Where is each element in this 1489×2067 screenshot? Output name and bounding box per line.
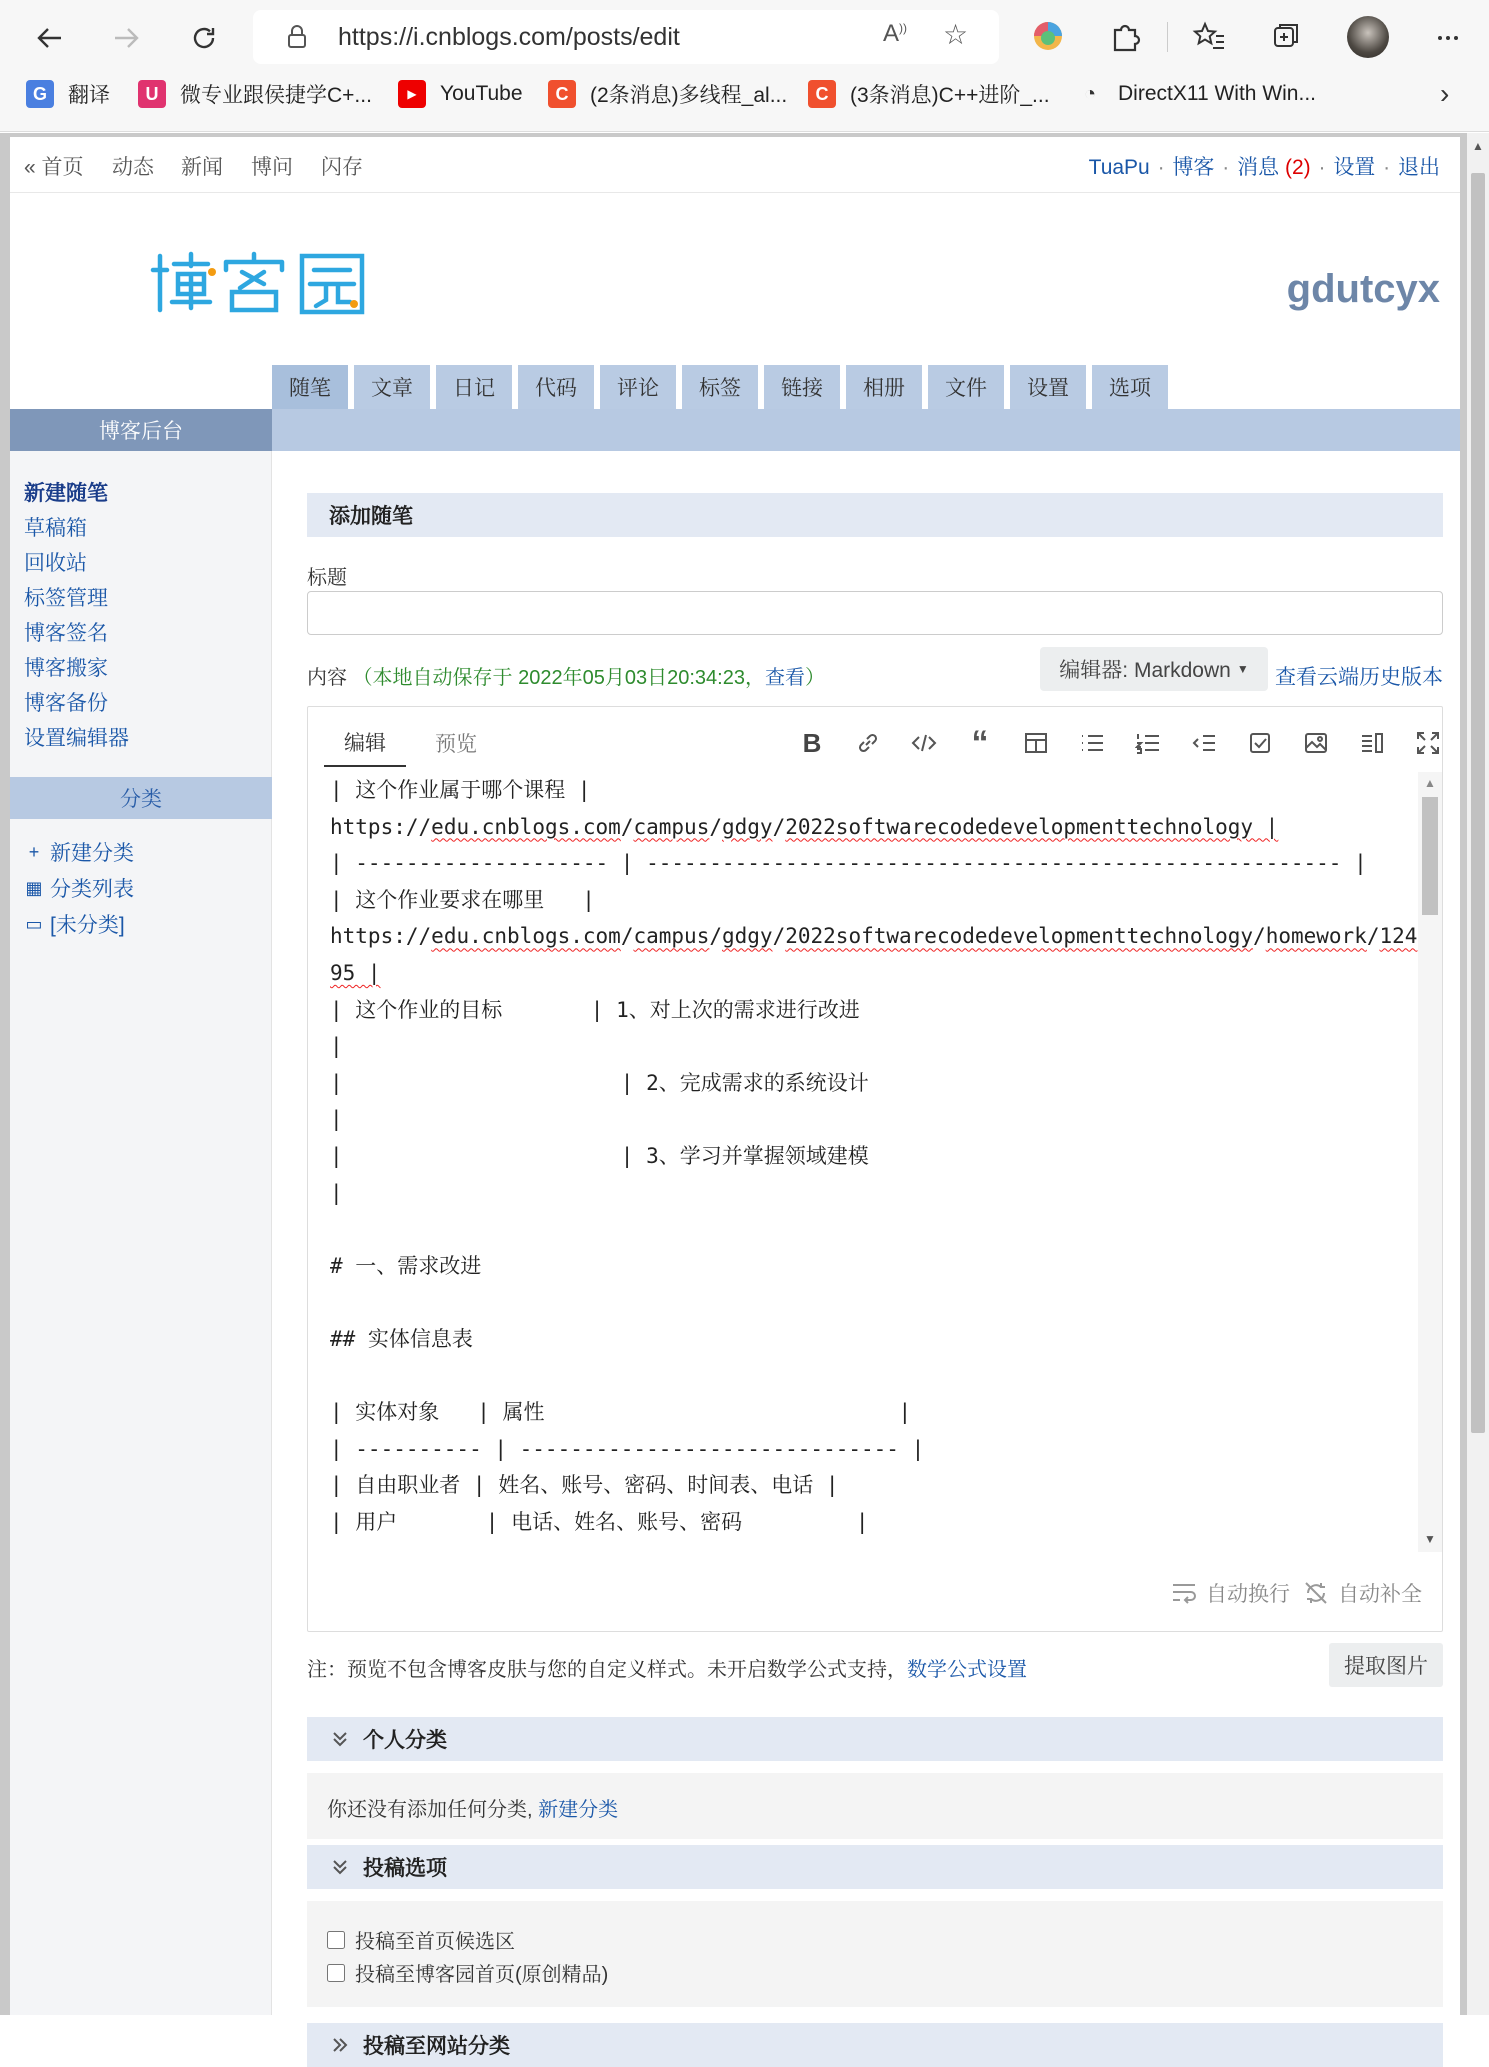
admin-tabs	[272, 365, 1168, 409]
personal-category-panel	[307, 1773, 1443, 1839]
sidebar-item-label: 新建分类	[50, 842, 134, 865]
list-icon: ▦	[25, 877, 43, 898]
sidebar-item-drafts[interactable]: 草稿箱	[24, 517, 87, 540]
auto-complete-toggle[interactable]	[1302, 1578, 1422, 1608]
blog-name[interactable]: gdutcyx	[1286, 267, 1440, 311]
content-label	[307, 661, 825, 690]
personal-category-header[interactable]	[307, 1717, 1443, 1761]
bookmark-label: (3条消息)C++进阶_...	[850, 84, 1050, 107]
editor-scroll-thumb[interactable]	[1422, 797, 1438, 915]
content-label-text: 内容	[307, 667, 347, 689]
section-title: 添加随笔	[307, 493, 1443, 537]
autosave-view-link[interactable]: 查看	[764, 667, 805, 689]
editor-line[interactable]: | 这个作业属于哪个课程 |	[330, 778, 604, 802]
editor-line[interactable]: | 这个作业要求在哪里 |	[330, 887, 608, 912]
plus-icon: +	[28, 841, 40, 862]
sidebar-item-label: 分类列表	[50, 878, 134, 901]
settings-link[interactable]: 设置	[1333, 156, 1376, 179]
tab-code[interactable]: 代码	[518, 365, 594, 409]
option-candidate-label: 投稿至首页候选区	[355, 1931, 515, 1953]
more-menu-icon[interactable]	[1424, 14, 1472, 62]
quote-icon[interactable]: “	[971, 723, 989, 762]
title-input[interactable]	[307, 591, 1443, 635]
submit-options-title: 投稿选项	[363, 1857, 447, 1880]
option-candidate[interactable]	[327, 1925, 515, 1954]
editor-footer	[308, 1552, 1442, 1632]
scroll-down-arrow-icon[interactable]: ▼	[1424, 1532, 1436, 1546]
nav-flash[interactable]: 闪存	[321, 156, 363, 179]
editor-line[interactable]	[330, 1358, 1420, 1395]
new-category-link[interactable]: 新建分类	[538, 1799, 619, 1821]
extension-colorful-icon[interactable]	[1028, 16, 1068, 56]
toolbar-divider	[1167, 22, 1168, 52]
forward-arrow-icon[interactable]	[102, 14, 150, 62]
bookmark-youtube[interactable]	[398, 80, 523, 108]
math-settings-link[interactable]: 数学公式设置	[907, 1659, 1027, 1681]
sidebar-item-tag-management[interactable]: 标签管理	[24, 587, 108, 610]
title-label: 标题	[307, 567, 347, 589]
extract-images-button[interactable]: 提取图片	[1329, 1643, 1443, 1687]
bookmark-label: 翻译	[68, 84, 110, 107]
link-icon[interactable]	[850, 725, 886, 761]
personal-category-title: 个人分类	[363, 1729, 447, 1752]
chevron-down-icon	[329, 1728, 351, 1750]
sidebar	[10, 409, 272, 2015]
editor-body[interactable]	[308, 772, 1442, 1552]
preview-note	[307, 1653, 1027, 1682]
editor-line[interactable]: | | 2、完成需求的系统设计	[330, 1070, 869, 1095]
tab-comments[interactable]: 评论	[600, 365, 676, 409]
checkbox-icon[interactable]	[1242, 725, 1278, 761]
separator: ·	[1318, 156, 1326, 179]
tab-files[interactable]: 文件	[928, 365, 1004, 409]
editor-select[interactable]	[1040, 647, 1268, 691]
add-favorite-icon[interactable]: ☆	[943, 19, 969, 50]
sidebar-item-new-post[interactable]: 新建随笔	[24, 482, 108, 505]
editor-line[interactable]: # 一、需求改进	[330, 1253, 482, 1278]
bullet-list-icon[interactable]	[1074, 725, 1110, 761]
logout-link[interactable]: 退出	[1398, 156, 1440, 179]
logo-graphic	[150, 244, 380, 316]
bookmark-label: (2条消息)多线程_al...	[590, 84, 788, 107]
editor-scrollbar[interactable]	[1418, 772, 1442, 1552]
editor-line[interactable]: | 自由职业者 | 姓名、账号、密码、时间表、电话 |	[330, 1473, 839, 1498]
extensions-puzzle-icon[interactable]	[1105, 16, 1145, 56]
editor-line[interactable]: https://edu.cnblogs.com/campus/gdgy/2022softwarecodedevelopmenttechnology |	[330, 814, 1279, 839]
page-scroll-thumb[interactable]	[1471, 173, 1485, 1433]
option-homepage-label: 投稿至博客园首页(原创精品)	[355, 1964, 609, 1986]
user-links	[1089, 151, 1440, 181]
csdn-icon: C	[808, 80, 836, 108]
sidebar-item-label: [未分类]	[50, 914, 125, 937]
sidebar-item-recycle-bin[interactable]: 回收站	[24, 552, 87, 575]
messages-count: (2)	[1284, 156, 1311, 179]
bookmark-csdn-2[interactable]	[808, 80, 1050, 108]
youtube-icon: ▶	[398, 80, 426, 108]
separator: ·	[1383, 156, 1391, 179]
editor-line[interactable]: |	[330, 1180, 343, 1205]
folder-icon: ▭	[25, 913, 43, 934]
page-viewport	[0, 133, 1489, 2058]
editor-line[interactable]: | 用户 | 电话、姓名、账号、密码 |	[330, 1509, 869, 1534]
sidebar-item-new-category[interactable]	[24, 837, 134, 867]
sidebar-item-uncategorized[interactable]	[24, 909, 125, 939]
refresh-icon[interactable]	[180, 14, 228, 62]
bookmark-course[interactable]	[138, 80, 372, 108]
sidebar-item-blog-backup[interactable]: 博客备份	[24, 692, 108, 715]
candidate-checkbox[interactable]	[327, 1931, 345, 1949]
bookmarks-more-chevron-icon[interactable]: ›	[1440, 78, 1450, 109]
image-icon[interactable]	[1298, 725, 1334, 761]
side-by-side-icon[interactable]	[1354, 725, 1390, 761]
submit-options-panel	[307, 1901, 1443, 2007]
address-bar[interactable]	[253, 10, 999, 64]
cloud-history-link[interactable]: 查看云端历史版本	[1275, 666, 1443, 689]
editor-line[interactable]: | | 3、学习并掌握领域建模	[330, 1143, 869, 1168]
blog-link[interactable]: 博客	[1172, 156, 1215, 179]
read-aloud-icon[interactable]: A))	[883, 20, 908, 47]
profile-avatar[interactable]	[1347, 16, 1389, 58]
nav-news[interactable]: 新闻	[181, 156, 223, 179]
autosave-close: ）	[804, 667, 825, 689]
auto-wrap-toggle[interactable]	[1170, 1578, 1290, 1608]
editor-line[interactable]: | ---------- | ------------------------------ |	[330, 1436, 925, 1461]
no-category-message	[327, 1793, 618, 1822]
category-title: 分类	[10, 777, 272, 819]
nav-qa[interactable]: 博问	[251, 156, 293, 179]
editor-line[interactable]: | 实体对象 | 属性 |	[330, 1400, 912, 1425]
course-icon: U	[138, 80, 166, 108]
outdent-icon[interactable]	[1186, 725, 1222, 761]
scroll-up-arrow-icon[interactable]: ▲	[1472, 139, 1484, 153]
lock-icon	[283, 23, 311, 51]
markdown-editor	[307, 706, 1443, 1632]
submit-options-header[interactable]	[307, 1845, 1443, 1889]
editor-line[interactable]: https://edu.cnblogs.com/campus/gdgy/2022softwarecodedevelopmenttechnology/homework/12495 |	[330, 924, 1418, 985]
scroll-up-arrow-icon[interactable]: ▲	[1424, 776, 1436, 790]
user-link[interactable]: TuaPu	[1088, 156, 1150, 179]
tab-articles[interactable]: 文章	[354, 365, 430, 409]
autosave-note: （本地自动保存于 2022年05月03日20:34:23，	[352, 667, 765, 689]
favorites-icon[interactable]	[1189, 16, 1229, 56]
tab-links[interactable]: 链接	[764, 365, 840, 409]
bookmark-label: YouTube	[440, 82, 523, 105]
csdn-icon: C	[548, 80, 576, 108]
preview-note-text: 注：预览不包含博客皮肤与您的自定义样式。未开启数学公式支持，	[307, 1659, 907, 1681]
auto-complete-label: 自动补全	[1338, 1583, 1422, 1606]
code-icon[interactable]	[906, 725, 942, 761]
tab-diary[interactable]: 日记	[436, 365, 512, 409]
option-homepage[interactable]	[327, 1958, 608, 1987]
collections-icon[interactable]	[1266, 16, 1306, 56]
sidebar-title: 博客后台	[10, 409, 272, 451]
chevron-down-icon	[329, 1856, 351, 1878]
editor-tab-edit[interactable]: 编辑	[324, 719, 406, 767]
bookmark-csdn-1[interactable]	[548, 80, 787, 108]
github-icon: ◔	[1083, 82, 1097, 105]
table-icon[interactable]	[1018, 725, 1054, 761]
numbered-list-icon[interactable]	[1130, 725, 1166, 761]
wrap-icon	[1170, 1580, 1198, 1606]
translate-icon: G	[26, 80, 54, 108]
bookmark-directx[interactable]	[1076, 80, 1316, 108]
no-category-text: 你还没有添加任何分类,	[327, 1799, 533, 1821]
page	[10, 137, 1460, 2058]
messages-link[interactable]: 消息	[1237, 156, 1280, 179]
editor-textarea[interactable]	[330, 772, 1420, 1540]
nav-dynamics[interactable]: 动态	[112, 156, 154, 179]
bookmark-label: DirectX11 With Win...	[1118, 82, 1316, 105]
editor-line[interactable]: | -------------------- | ------------------------------------------------------- |	[330, 851, 1367, 876]
cnblogs-logo[interactable]	[150, 244, 380, 321]
editor-line[interactable]	[330, 1211, 1420, 1248]
auto-wrap-label: 自动换行	[1206, 1583, 1290, 1606]
tab-tags[interactable]: 标签	[682, 365, 758, 409]
editor-line[interactable]	[330, 1284, 1420, 1321]
site-category-title: 投稿至网站分类	[363, 2035, 510, 2058]
editor-line[interactable]: |	[330, 1107, 343, 1132]
separator: ·	[1157, 156, 1165, 179]
tab-posts[interactable]: 随笔	[272, 365, 348, 409]
address-url[interactable]: https://i.cnblogs.com/posts/edit	[338, 23, 680, 51]
browser-toolbar	[0, 0, 1489, 76]
top-nav	[10, 137, 1460, 193]
editor-line[interactable]: ## 实体信息表	[330, 1326, 473, 1351]
chevron-right-icon	[329, 2034, 351, 2056]
separator: ·	[1222, 156, 1230, 179]
sidebar-item-category-list[interactable]	[24, 873, 134, 903]
sidebar-item-editor-settings[interactable]: 设置编辑器	[24, 727, 129, 750]
sidebar-item-blog-migration[interactable]: 博客搬家	[24, 657, 108, 680]
tab-albums[interactable]: 相册	[846, 365, 922, 409]
editor-select-label: 编辑器: Markdown	[1059, 659, 1231, 682]
sidebar-item-blog-signature[interactable]: 博客签名	[24, 622, 108, 645]
editor-line[interactable]: | 这个作业的目标 | 1、对上次的需求进行改进	[330, 997, 860, 1022]
bookmark-label: 微专业跟侯捷学C+...	[180, 84, 372, 107]
homepage-checkbox[interactable]	[327, 1964, 345, 1982]
site-category-header[interactable]	[307, 2023, 1443, 2067]
editor-tab-preview[interactable]: 预览	[435, 733, 477, 756]
editor-line[interactable]: |	[330, 1034, 343, 1059]
back-arrow-icon[interactable]	[26, 14, 74, 62]
caret-down-icon: ▼	[1236, 662, 1249, 676]
nav-home[interactable]: « 首页	[24, 156, 84, 179]
tab-settings[interactable]: 设置	[1010, 365, 1086, 409]
bookmark-translate[interactable]	[26, 80, 110, 108]
page-scrollbar[interactable]	[1467, 133, 1489, 2015]
bold-icon[interactable]: B	[802, 727, 822, 758]
autocomplete-icon	[1302, 1579, 1330, 1607]
tab-options[interactable]: 选项	[1092, 365, 1168, 409]
fullscreen-icon[interactable]	[1410, 725, 1446, 761]
